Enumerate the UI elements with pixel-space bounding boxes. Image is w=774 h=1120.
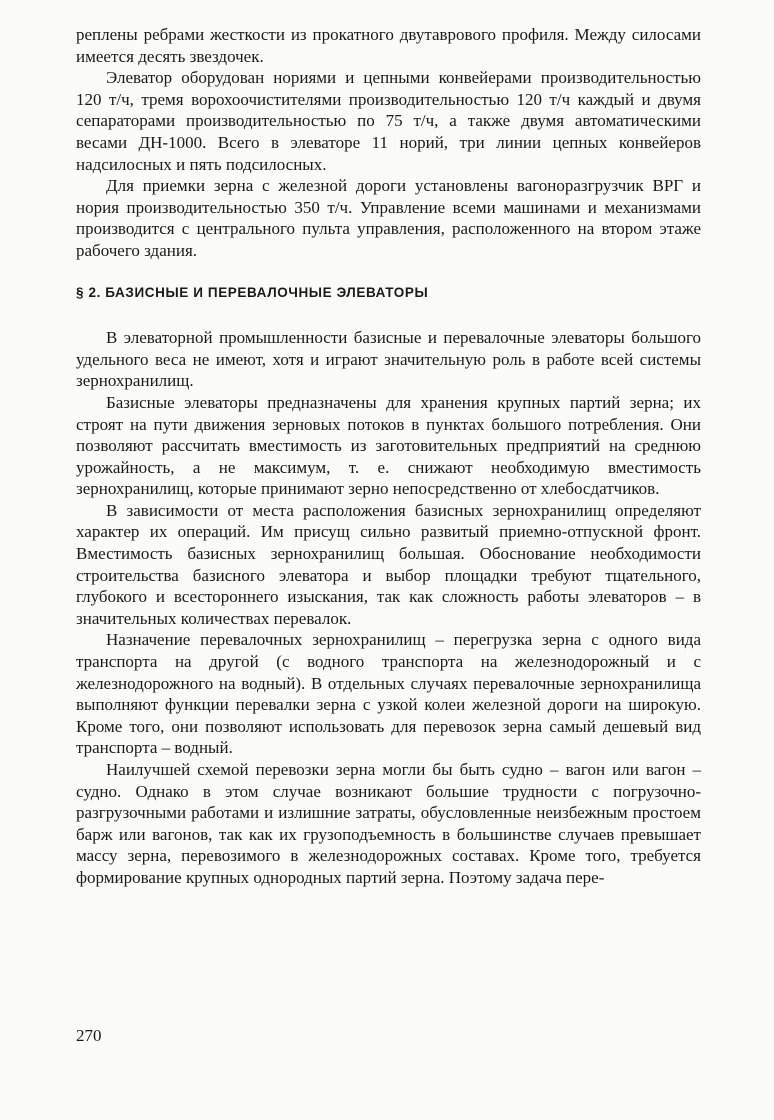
paragraph: Для приемки зерна с железной дороги установлены вагоноразгрузчик ВРГ и нория производительностью 350 т/ч. Управление всеми машинами и механизмами производится с центрального пульта управления, расположенного на втором этаже рабочего здания. xyxy=(76,176,701,260)
paragraph: реплены ребрами жесткости из прокатного двутаврового профиля. Между силосами имеется десять звездочек. xyxy=(76,25,701,66)
paragraph: В зависимости от места расположения базисных зернохранилищ определяют характер их операций. Им присущ сильно развитый приемно-отпускной фронт. Вместимость базисных зернохранилищ большая. Обоснование необходимости строительства базисного элеватора и выбор площадки требуют тщательного, глубокого и всестороннего изыскания, так как сложность работы элеваторов – в значительных количествах перевалок. xyxy=(76,500,701,628)
paragraph: Наилучшей схемой перевозки зерна могли бы быть судно – вагон или вагон – судно. Однако в этом случае возникают большие трудности с погрузочно-разгрузочными работами и излишние затраты, обусловленные неизбежным простоем барж или вагонов, так как их грузоподъемность в большинстве случаев превышает массу зерна, перевозимого в железнодорожных составах. Кроме того, требуется формирование крупных однородных партий зерна. Поэтому задача пере- xyxy=(76,760,701,887)
section-heading: § 2. БАЗИСНЫЕ И ПЕРЕВАЛОЧНЫЕ ЭЛЕВАТОРЫ xyxy=(76,284,429,300)
paragraph: Элеватор оборудован нориями и цепными конвейерами производительностью 120 т/ч, тремя ворохоочистителями производительностью 120 т/ч каждый и двумя сепараторами производительностью по 75 т/ч, а также двумя автоматическими весами ДН-1000. Всего в элеваторе 11 норий, три линии цепных конвейеров надсилосных и пять подсилосных. xyxy=(76,68,701,174)
paragraph: Назначение перевалочных зернохранилищ – перегрузка зерна с одного вида транспорта на другой (с водного транспорта на железнодорожный и с железнодорожного на водный). В отдельных случаях перевалочные зернохранилища выполняют функции перевалки зерна с узкой колеи железной дороги на широкую. Кроме того, они позволяют использовать для перевозок зерна самый дешевый вид транспорта – водный. xyxy=(76,630,701,758)
body-text xyxy=(76,24,701,889)
paragraph: В элеваторной промышленности базисные и перевалочные элеваторы большого удельного веса не имеют, хотя и играют значительную роль в работе всей системы зернохранилищ. xyxy=(76,328,701,391)
page-number: 270 xyxy=(76,1026,102,1045)
paragraph: Базисные элеваторы предназначены для хранения крупных партий зерна; их строят на пути движения зерновых потоков в пунктах большого потребления. Они позволяют рассчитать вместимость из заготовительных предприятий на среднюю урожайность, а не максимум, т. е. снижают необходимую вместимость зернохранилищ, которые принимают зерно непосредственно от хлебосдатчиков. xyxy=(76,392,701,499)
